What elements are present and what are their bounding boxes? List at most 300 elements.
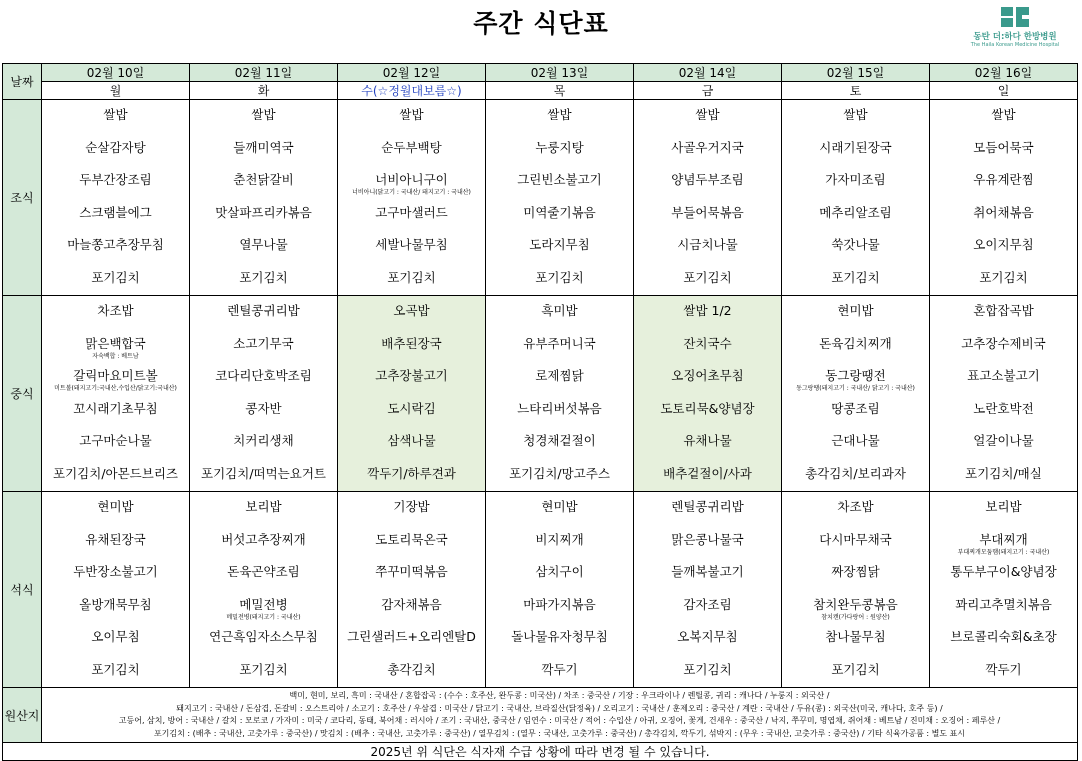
breakfast-menu-cell bbox=[486, 100, 634, 296]
origin-info bbox=[42, 688, 1078, 743]
menu-item bbox=[190, 296, 337, 329]
dish-name: 치커리생채 bbox=[233, 433, 294, 448]
menu-item bbox=[42, 655, 189, 688]
menu-item bbox=[42, 426, 189, 459]
dish-name: 쌀밥 bbox=[399, 107, 424, 122]
menu-item bbox=[486, 263, 633, 296]
menu-item bbox=[338, 198, 485, 231]
menu-item bbox=[486, 622, 633, 655]
weekday-cell: 금 bbox=[634, 82, 782, 100]
dish-name: 유채된장국 bbox=[85, 531, 146, 547]
menu-item bbox=[42, 133, 189, 166]
lunch-menu-cell bbox=[634, 296, 782, 492]
menu-item bbox=[782, 426, 929, 459]
dish-name: 쑥갓나물 bbox=[831, 237, 880, 252]
menu-item bbox=[338, 100, 485, 133]
dish-name: 현미밥 bbox=[837, 303, 874, 318]
menu-item bbox=[42, 165, 189, 198]
dish-name: 차조밥 bbox=[97, 303, 134, 318]
breakfast-menu-cell bbox=[338, 100, 486, 296]
breakfast-menu-cell bbox=[42, 100, 190, 296]
dish-name: 다시마무채국 bbox=[819, 531, 892, 547]
menu-item bbox=[190, 100, 337, 133]
menu-item bbox=[190, 329, 337, 362]
menu-item bbox=[42, 361, 189, 394]
dinner-menu-cell bbox=[190, 492, 338, 688]
dish-name: 보리밥 bbox=[245, 499, 282, 514]
origin-label: 원산지 bbox=[3, 688, 42, 743]
menu-item bbox=[486, 394, 633, 427]
menu-item bbox=[634, 263, 781, 296]
dish-name: 오이지무침 bbox=[973, 237, 1034, 252]
menu-item bbox=[190, 361, 337, 394]
lunch-label: 중식 bbox=[3, 296, 42, 492]
dish-name: 열무나물 bbox=[239, 237, 288, 252]
dish-name: 현미밥 bbox=[541, 499, 578, 514]
dish-name: 포기김치 bbox=[387, 269, 436, 285]
menu-item bbox=[930, 590, 1077, 623]
menu-item bbox=[782, 622, 929, 655]
dish-name: 오복지무침 bbox=[677, 629, 738, 644]
dish-name: 깍두기 bbox=[985, 661, 1022, 677]
dish-name: 포기김치/매실 bbox=[965, 465, 1042, 481]
menu-item bbox=[782, 230, 929, 263]
dish-name: 사골우거지국 bbox=[671, 139, 744, 155]
menu-item bbox=[486, 198, 633, 231]
dish-name: 돈육김치찌개 bbox=[819, 335, 892, 351]
dish-name: 포기김치 bbox=[683, 661, 732, 677]
menu-item bbox=[634, 394, 781, 427]
dish-name: 보리밥 bbox=[985, 499, 1022, 514]
dish-name: 기장밥 bbox=[393, 499, 430, 514]
lunch-menu-cell bbox=[782, 296, 930, 492]
menu-item bbox=[486, 492, 633, 525]
dish-name: 총각김치/보리과자 bbox=[805, 465, 906, 481]
dish-name: 맛살파프리카볶음 bbox=[215, 204, 312, 220]
dish-name: 취어채볶음 bbox=[973, 204, 1034, 220]
date-cell: 02월 14일 bbox=[634, 64, 782, 82]
dish-name: 차조밥 bbox=[837, 499, 874, 514]
dish-name: 꽈리고추멸치볶음 bbox=[955, 596, 1052, 612]
dish-name: 순두부백탕 bbox=[381, 139, 442, 155]
lunch-menu-cell bbox=[930, 296, 1078, 492]
logo-icon bbox=[1000, 6, 1030, 28]
weekday-cell: 목 bbox=[486, 82, 634, 100]
dish-name: 고추장수제비국 bbox=[961, 335, 1046, 351]
menu-item bbox=[486, 426, 633, 459]
menu-item bbox=[190, 557, 337, 590]
dish-name: 동그랑땡전 bbox=[825, 368, 886, 383]
menu-item bbox=[338, 361, 485, 394]
menu-item bbox=[634, 525, 781, 558]
date-cell: 02월 11일 bbox=[190, 64, 338, 82]
menu-item bbox=[486, 655, 633, 688]
menu-item bbox=[486, 361, 633, 394]
menu-item bbox=[634, 459, 781, 492]
dish-name: 흑미밥 bbox=[541, 303, 578, 318]
dish-name: 참치완두콩볶음 bbox=[813, 596, 898, 612]
menu-item bbox=[42, 198, 189, 231]
menu-item bbox=[486, 230, 633, 263]
menu-item bbox=[930, 329, 1077, 362]
menu-item bbox=[338, 590, 485, 623]
dish-name: 오곡밥 bbox=[393, 303, 430, 318]
dish-name: 두부간장조림 bbox=[79, 172, 152, 187]
logo-name: 동탄 더:하다 한방병원 bbox=[973, 32, 1057, 42]
menu-item bbox=[486, 165, 633, 198]
dish-name: 도시락김 bbox=[387, 400, 436, 416]
menu-item bbox=[782, 198, 929, 231]
menu-item bbox=[782, 655, 929, 688]
dish-name: 총각김치 bbox=[387, 661, 436, 677]
dish-name: 쌀밥 bbox=[843, 107, 868, 122]
dish-name: 유부주머니국 bbox=[523, 335, 596, 351]
menu-item bbox=[190, 133, 337, 166]
dish-name: 현미밥 bbox=[97, 499, 134, 514]
menu-item bbox=[782, 165, 929, 198]
dish-name: 미역줄기볶음 bbox=[523, 204, 596, 220]
origin-note: 자숙백합 : 베트남 bbox=[92, 352, 139, 360]
origin-note: 너비아니(닭고기 : 국내산/ 돼지고기 : 국내산) bbox=[352, 189, 471, 196]
dish-name: 오이무침 bbox=[91, 629, 140, 644]
menu-item bbox=[190, 655, 337, 688]
dish-name: 고구마순나물 bbox=[79, 433, 152, 448]
dish-name: 표고소불고기 bbox=[967, 368, 1040, 383]
menu-item bbox=[338, 557, 485, 590]
menu-item bbox=[634, 329, 781, 362]
menu-item bbox=[486, 296, 633, 329]
menu-item bbox=[190, 165, 337, 198]
dish-name: 맑은콩나물국 bbox=[671, 531, 744, 547]
menu-item bbox=[930, 492, 1077, 525]
menu-item bbox=[930, 230, 1077, 263]
date-cell: 02월 13일 bbox=[486, 64, 634, 82]
menu-item bbox=[42, 394, 189, 427]
menu-item bbox=[782, 296, 929, 329]
weekday-cell: 토 bbox=[782, 82, 930, 100]
dish-name: 시래기된장국 bbox=[819, 139, 892, 155]
menu-item bbox=[42, 263, 189, 296]
dish-name: 고추장불고기 bbox=[375, 368, 448, 383]
origin-note: 동그랑땡(돼지고기 : 국내산/ 닭고기 : 국내산) bbox=[796, 385, 915, 392]
dish-name: 들깨미역국 bbox=[233, 139, 294, 155]
lunch-menu-cell bbox=[42, 296, 190, 492]
origin-line: 백미, 현미, 보리, 흑미 : 국내산 / 혼합잡곡 : (수수 : 호주산, 완두콩 : 미국산) / 차조 : 중국산 / 기장 : 우크라이나 / 렌틸콩, 귀리 : 캐나다 / 누룽지 : 외국산 / bbox=[289, 691, 830, 700]
dish-name: 포기김치/아몬드브리즈 bbox=[53, 465, 178, 481]
dinner-label: 석식 bbox=[3, 492, 42, 688]
menu-item bbox=[634, 590, 781, 623]
dish-name: 들깨복불고기 bbox=[671, 564, 744, 579]
dish-name: 근대나물 bbox=[831, 433, 880, 448]
menu-item bbox=[930, 263, 1077, 296]
menu-item bbox=[634, 198, 781, 231]
menu-item bbox=[486, 590, 633, 623]
dish-name: 도토리묵&양념장 bbox=[660, 400, 755, 416]
menu-item bbox=[782, 394, 929, 427]
menu-item bbox=[338, 133, 485, 166]
dish-name: 너비아니구이 bbox=[375, 172, 448, 187]
dish-name: 부대찌개 bbox=[979, 531, 1028, 547]
menu-item bbox=[782, 100, 929, 133]
menu-item bbox=[190, 394, 337, 427]
lunch-menu-cell bbox=[486, 296, 634, 492]
menu-item bbox=[42, 557, 189, 590]
dish-name: 메추리알조림 bbox=[819, 204, 892, 220]
menu-item bbox=[190, 525, 337, 558]
dish-name: 쌀밥 bbox=[547, 107, 572, 122]
menu-item bbox=[42, 100, 189, 133]
dish-name: 참나물무침 bbox=[825, 629, 886, 644]
dish-name: 로제찜닭 bbox=[535, 368, 584, 383]
dish-name: 포기김치 bbox=[831, 269, 880, 285]
dish-name: 깍두기/하루견과 bbox=[367, 465, 456, 481]
dish-name: 포기김치/망고주스 bbox=[509, 465, 610, 481]
origin-line: 포기김치 : (배추 : 국내산, 고춧가루 : 중국산) / 맛김치 : (배추 : 국내산, 고춧가루 : 중국산) / 열무김치 : (열무 : 국내산, 고춧가루 : 중국산) / 총각김치, 깍두기, 섞박지 : (무우 : 국내산, 고춧가루 : 중국산) / 기타 식육가공품 : 별도 표시 bbox=[153, 728, 966, 738]
menu-item bbox=[930, 655, 1077, 688]
dish-name: 돈육곤약조림 bbox=[227, 564, 300, 579]
hospital-logo bbox=[960, 6, 1070, 48]
menu-item bbox=[634, 230, 781, 263]
dish-name: 잔치국수 bbox=[683, 335, 732, 351]
dish-name: 쌀밥 1/2 bbox=[683, 303, 732, 318]
weekday-cell: 일 bbox=[930, 82, 1078, 100]
dish-name: 렌틸콩귀리밥 bbox=[227, 303, 300, 318]
menu-item bbox=[338, 622, 485, 655]
menu-item bbox=[634, 133, 781, 166]
dish-name: 깍두기 bbox=[541, 661, 578, 677]
dish-name: 청경채겉절이 bbox=[523, 433, 596, 448]
footer-notice: 2025년 위 식단은 식자재 수급 상황에 따라 변경 될 수 있습니다. bbox=[3, 743, 1078, 761]
dish-name: 우유계란찜 bbox=[973, 172, 1034, 187]
menu-item bbox=[338, 165, 485, 198]
menu-item bbox=[930, 459, 1077, 492]
menu-item bbox=[190, 492, 337, 525]
menu-item bbox=[338, 329, 485, 362]
dinner-menu-cell bbox=[338, 492, 486, 688]
dish-name: 쌀밥 bbox=[103, 107, 128, 122]
dish-name: 포기김치/떠먹는요거트 bbox=[201, 465, 326, 481]
breakfast-label: 조식 bbox=[3, 100, 42, 296]
menu-item bbox=[634, 655, 781, 688]
dish-name: 모듬어묵국 bbox=[973, 139, 1034, 155]
menu-item bbox=[486, 329, 633, 362]
origin-line: 고등어, 삼치, 방어 : 국내산 / 갈치 : 모로코 / 가자미 : 미국 / 코다리, 동태, 북어채 : 러시아 / 조기 : 국내산, 중국산 / 임연수 : 미국산 / 적어 : 수입산 / 아귀, 오징어, 꽃게, 건새우 : 중국산 / 낙지, 쭈꾸미, 명엽채, 쥐어채 : 베트남 / 진미채 : 오징어 : 페루산 / bbox=[118, 716, 1001, 725]
menu-item bbox=[782, 263, 929, 296]
breakfast-menu-cell bbox=[930, 100, 1078, 296]
menu-item bbox=[930, 296, 1077, 329]
dinner-menu-cell bbox=[930, 492, 1078, 688]
origin-note: 메밀전병(돼지고기 : 국내산) bbox=[226, 613, 301, 621]
dish-name: 꼬시래기초무침 bbox=[73, 400, 158, 416]
menu-item bbox=[634, 622, 781, 655]
menu-item bbox=[930, 622, 1077, 655]
menu-item bbox=[782, 459, 929, 492]
lunch-menu-cell bbox=[338, 296, 486, 492]
dish-name: 짜장찜닭 bbox=[831, 564, 880, 579]
dish-name: 포기김치 bbox=[239, 269, 288, 285]
date-label: 날짜 bbox=[3, 64, 42, 100]
dish-name: 땅콩조림 bbox=[831, 400, 880, 416]
dish-name: 포기김치 bbox=[91, 661, 140, 677]
menu-item bbox=[42, 230, 189, 263]
dish-name: 포기김치 bbox=[239, 661, 288, 677]
menu-item bbox=[338, 492, 485, 525]
dish-name: 누룽지탕 bbox=[535, 139, 584, 155]
menu-item bbox=[338, 263, 485, 296]
menu-item bbox=[930, 557, 1077, 590]
menu-item bbox=[930, 426, 1077, 459]
menu-item bbox=[634, 296, 781, 329]
dish-name: 브로콜리숙회&초장 bbox=[950, 629, 1057, 644]
dish-name: 혼합잡곡밥 bbox=[973, 303, 1034, 318]
menu-item bbox=[338, 525, 485, 558]
dish-name: 비지찌개 bbox=[535, 531, 584, 547]
dish-name: 포기김치 bbox=[535, 269, 584, 285]
menu-item bbox=[42, 525, 189, 558]
menu-item bbox=[782, 492, 929, 525]
weekday-cell-holiday: 수(☆정월대보름☆) bbox=[338, 82, 486, 100]
menu-item bbox=[486, 557, 633, 590]
dish-name: 부들어묵볶음 bbox=[671, 204, 744, 220]
menu-item bbox=[486, 133, 633, 166]
breakfast-menu-cell bbox=[190, 100, 338, 296]
menu-item bbox=[634, 492, 781, 525]
dish-name: 삼치구이 bbox=[535, 564, 584, 579]
weekday-cell: 화 bbox=[190, 82, 338, 100]
origin-line: 돼지고기 : 국내산 / 돈삼겹, 돈갈비 : 오스트리아 / 소고기 : 호주산 / 우삼겹 : 미국산 / 닭고기 : 국내산, 브라질산(닭정육) / 오리고기 : 국내산 / 훈제오리 : 중국산 / 계란 : 국내산 / 두유(콩) : 외국산(미국, 캐나다, 호주 등) / bbox=[176, 703, 943, 713]
dish-name: 그린빈소불고기 bbox=[517, 172, 602, 187]
menu-item bbox=[782, 525, 929, 558]
menu-item bbox=[42, 459, 189, 492]
dish-name: 맑은백합국 bbox=[85, 335, 146, 351]
dish-name: 순살감자탕 bbox=[85, 139, 146, 155]
menu-item bbox=[930, 100, 1077, 133]
logo-subtitle: The Haila Korean Medicine Hospital bbox=[970, 42, 1060, 48]
dish-name: 시금치나물 bbox=[677, 237, 738, 252]
dish-name: 유채나물 bbox=[683, 433, 732, 448]
dinner-menu-cell bbox=[782, 492, 930, 688]
dish-name: 얼갈이나물 bbox=[973, 433, 1034, 448]
dish-name: 갈릭마요미트볼 bbox=[73, 368, 158, 383]
menu-item bbox=[930, 165, 1077, 198]
menu-item bbox=[190, 426, 337, 459]
menu-item bbox=[338, 394, 485, 427]
dish-name: 양념두부조림 bbox=[671, 172, 744, 187]
dish-name: 연근흑임자소스무침 bbox=[209, 629, 318, 644]
dish-name: 고구마샐러드 bbox=[375, 204, 448, 220]
dish-name: 스크램블에그 bbox=[79, 204, 152, 220]
breakfast-menu-cell bbox=[782, 100, 930, 296]
dish-name: 통두부구이&양념장 bbox=[950, 564, 1057, 579]
dish-name: 렌틸콩귀리밥 bbox=[671, 499, 744, 514]
date-cell: 02월 12일 bbox=[338, 64, 486, 82]
date-cell: 02월 16일 bbox=[930, 64, 1078, 82]
dish-name: 콩자반 bbox=[245, 400, 282, 416]
menu-item bbox=[190, 198, 337, 231]
lunch-menu-cell bbox=[190, 296, 338, 492]
dish-name: 소고기무국 bbox=[233, 335, 294, 351]
menu-item bbox=[42, 492, 189, 525]
dish-name: 버섯고추장찌개 bbox=[221, 531, 306, 547]
dish-name: 쌀밥 bbox=[251, 107, 276, 122]
menu-item bbox=[190, 459, 337, 492]
weekday-cell: 월 bbox=[42, 82, 190, 100]
menu-item bbox=[634, 426, 781, 459]
dish-name: 두반장소불고기 bbox=[73, 564, 158, 579]
dish-name: 가자미조림 bbox=[825, 172, 886, 187]
dish-name: 세발나물무침 bbox=[375, 237, 448, 252]
menu-item bbox=[190, 230, 337, 263]
menu-item bbox=[338, 655, 485, 688]
menu-item bbox=[782, 329, 929, 362]
menu-item bbox=[42, 329, 189, 362]
menu-item bbox=[634, 100, 781, 133]
dish-name: 삼색나물 bbox=[387, 433, 436, 448]
menu-item bbox=[338, 459, 485, 492]
date-cell: 02월 10일 bbox=[42, 64, 190, 82]
dish-name: 포기김치 bbox=[831, 661, 880, 677]
dinner-menu-cell bbox=[486, 492, 634, 688]
menu-item bbox=[486, 459, 633, 492]
menu-item bbox=[930, 198, 1077, 231]
dish-name: 감자조림 bbox=[683, 596, 732, 612]
dish-name: 느타리버섯볶음 bbox=[517, 400, 602, 416]
menu-item bbox=[42, 622, 189, 655]
dish-name: 마늘쫑고추장무침 bbox=[67, 237, 164, 252]
menu-item bbox=[782, 361, 929, 394]
menu-item bbox=[338, 296, 485, 329]
menu-item bbox=[486, 100, 633, 133]
breakfast-menu-cell bbox=[634, 100, 782, 296]
menu-item bbox=[190, 590, 337, 623]
dish-name: 쭈꾸미떡볶음 bbox=[375, 564, 448, 579]
menu-item bbox=[42, 296, 189, 329]
dish-name: 그린샐러드+오리엔탈D bbox=[347, 629, 476, 644]
dish-name: 코다리단호박조림 bbox=[215, 368, 312, 383]
dish-name: 돌나물유자청무침 bbox=[511, 629, 608, 644]
menu-item bbox=[634, 557, 781, 590]
dish-name: 포기김치 bbox=[683, 269, 732, 285]
origin-note: 참치캔(가다랑어 : 원양산) bbox=[821, 613, 890, 621]
dish-name: 도라지무침 bbox=[529, 237, 590, 252]
page-title: 주간 식단표 bbox=[473, 9, 609, 38]
menu-item bbox=[338, 426, 485, 459]
dish-name: 도토리묵온국 bbox=[375, 531, 448, 547]
dish-name: 메밀전병 bbox=[239, 596, 288, 612]
menu-item bbox=[782, 557, 929, 590]
menu-item bbox=[634, 165, 781, 198]
dish-name: 오징어초무침 bbox=[671, 368, 744, 383]
dish-name: 포기김치 bbox=[91, 269, 140, 285]
menu-item bbox=[782, 133, 929, 166]
menu-item bbox=[190, 622, 337, 655]
menu-item bbox=[930, 394, 1077, 427]
menu-item bbox=[782, 590, 929, 623]
menu-item bbox=[190, 263, 337, 296]
menu-item bbox=[634, 361, 781, 394]
menu-item bbox=[930, 133, 1077, 166]
dish-name: 춘천닭갈비 bbox=[233, 172, 294, 187]
weekly-menu-table bbox=[2, 63, 1078, 761]
dish-name: 쌀밥 bbox=[695, 107, 720, 122]
dish-name: 배추된장국 bbox=[381, 335, 442, 351]
menu-item bbox=[486, 525, 633, 558]
date-cell: 02월 15일 bbox=[782, 64, 930, 82]
dish-name: 올방개묵무침 bbox=[79, 596, 152, 612]
dish-name: 배추겉절이/사과 bbox=[663, 465, 752, 481]
menu-item bbox=[930, 525, 1077, 558]
dish-name: 포기김치 bbox=[979, 269, 1028, 285]
